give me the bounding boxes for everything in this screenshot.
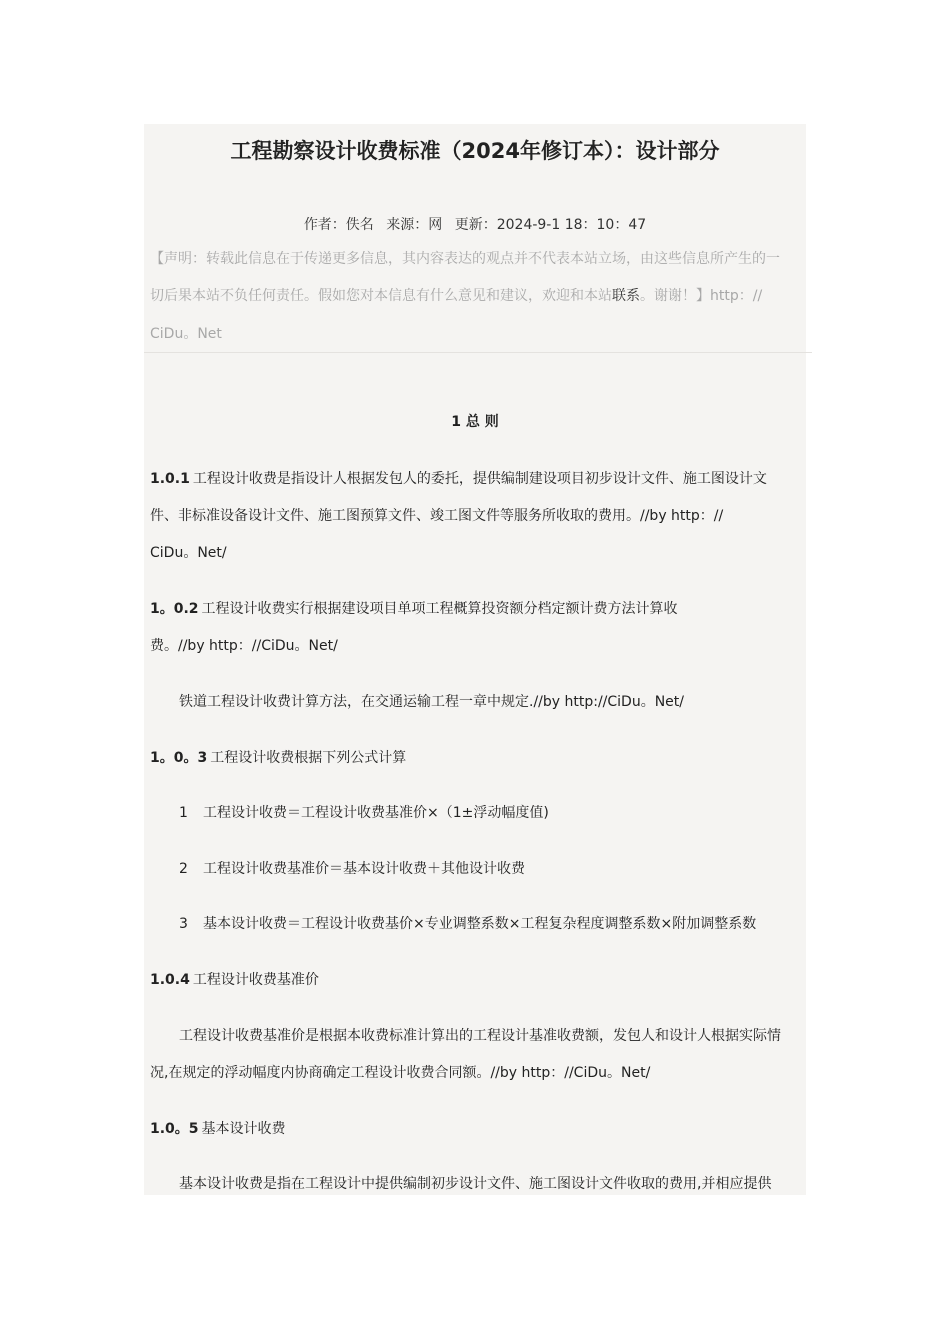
clause-text: 费。//by http：//CiDu。Net/ <box>150 638 338 654</box>
clause-text: 工程设计收费基准价 <box>192 972 319 988</box>
disclaimer-text: 切后果本站不负任何责任。假如您对本信息有什么意见和建议，欢迎和本站 <box>150 288 612 304</box>
formula-item <box>179 858 525 878</box>
clause-1-0-3 <box>150 747 406 767</box>
clause-text: 基本设计收费 <box>201 1121 286 1137</box>
clause-1-0-1 <box>150 468 767 488</box>
clause-number: 1.0.1 <box>150 471 190 487</box>
clause-number: 1.0.4 <box>150 972 190 988</box>
formula-text: 基本设计收费＝工程设计收费基价×专业调整系数×工程复杂程度调整系数×附加调整系数 <box>203 916 757 932</box>
author: 作者：佚名 <box>303 217 374 233</box>
clause-text: 工程设计收费是指设计人根据发包人的委托，提供编制建设项目初步设计文件、施工图设计文 <box>192 471 767 487</box>
paragraph: 基本设计收费是指在工程设计中提供编制初步设计文件、施工图设计文件收取的费用,并相应提供 <box>179 1176 772 1192</box>
disclaimer-line-1: 【声明：转载此信息在于传递更多信息，其内容表达的观点并不代表本站立场，由这些信息所产生的一 <box>150 251 780 267</box>
clause-text: 工程设计收费实行根据建设项目单项工程概算投资额分档定额计费方法计算收 <box>201 601 678 617</box>
formula-number: 1 <box>179 805 188 821</box>
formula-text: 工程设计收费基准价＝基本设计收费＋其他设计收费 <box>203 861 525 877</box>
source: 来源：网 <box>386 217 443 233</box>
formula-text: 工程设计收费＝工程设计收费基准价×（1±浮动幅度值) <box>203 805 549 821</box>
clause-1-0-5 <box>150 1118 286 1138</box>
clause-text: CiDu。Net/ <box>150 545 227 561</box>
clause-number: 1。0.2 <box>150 601 199 617</box>
contact-link[interactable]: 联系 <box>612 288 640 304</box>
divider <box>144 352 812 353</box>
paragraph: 工程设计收费基准价是根据本收费标准计算出的工程设计基准收费额，发包人和设计人根据实际情 <box>179 1028 781 1044</box>
section-heading: 1 总 则 <box>451 414 499 430</box>
clause-1-0-2 <box>150 598 678 618</box>
paragraph: 况,在规定的浮动幅度内协商确定工程设计收费合同额。//by http：//CiDu。Net/ <box>150 1065 651 1081</box>
clause-number: 1.0。5 <box>150 1121 199 1137</box>
disclaimer-line-3: CiDu。Net <box>150 326 222 342</box>
paragraph: 铁道工程设计收费计算方法，在交通运输工程一章中规定.//by http://CiDu。Net/ <box>179 694 685 710</box>
page-title: 工程勘察设计收费标准（2024年修订本）：设计部分 <box>230 139 720 163</box>
formula-number: 2 <box>179 861 188 877</box>
formula-number: 3 <box>179 916 188 932</box>
formula-item <box>179 913 756 933</box>
updated-time: 更新：2024-9-1 18：10：47 <box>454 217 647 233</box>
clause-text: 件、非标准设备设计文件、施工图预算文件、竣工图文件等服务所收取的费用。//by http：// <box>150 508 724 524</box>
formula-item <box>179 802 549 822</box>
clause-1-0-4 <box>150 969 319 989</box>
clause-number: 1。0。3 <box>150 750 208 766</box>
disclaimer-text: 。谢谢！】http：// <box>640 288 763 304</box>
disclaimer-line-2 <box>150 285 762 305</box>
article-meta <box>144 214 806 234</box>
clause-text: 工程设计收费根据下列公式计算 <box>210 750 407 766</box>
